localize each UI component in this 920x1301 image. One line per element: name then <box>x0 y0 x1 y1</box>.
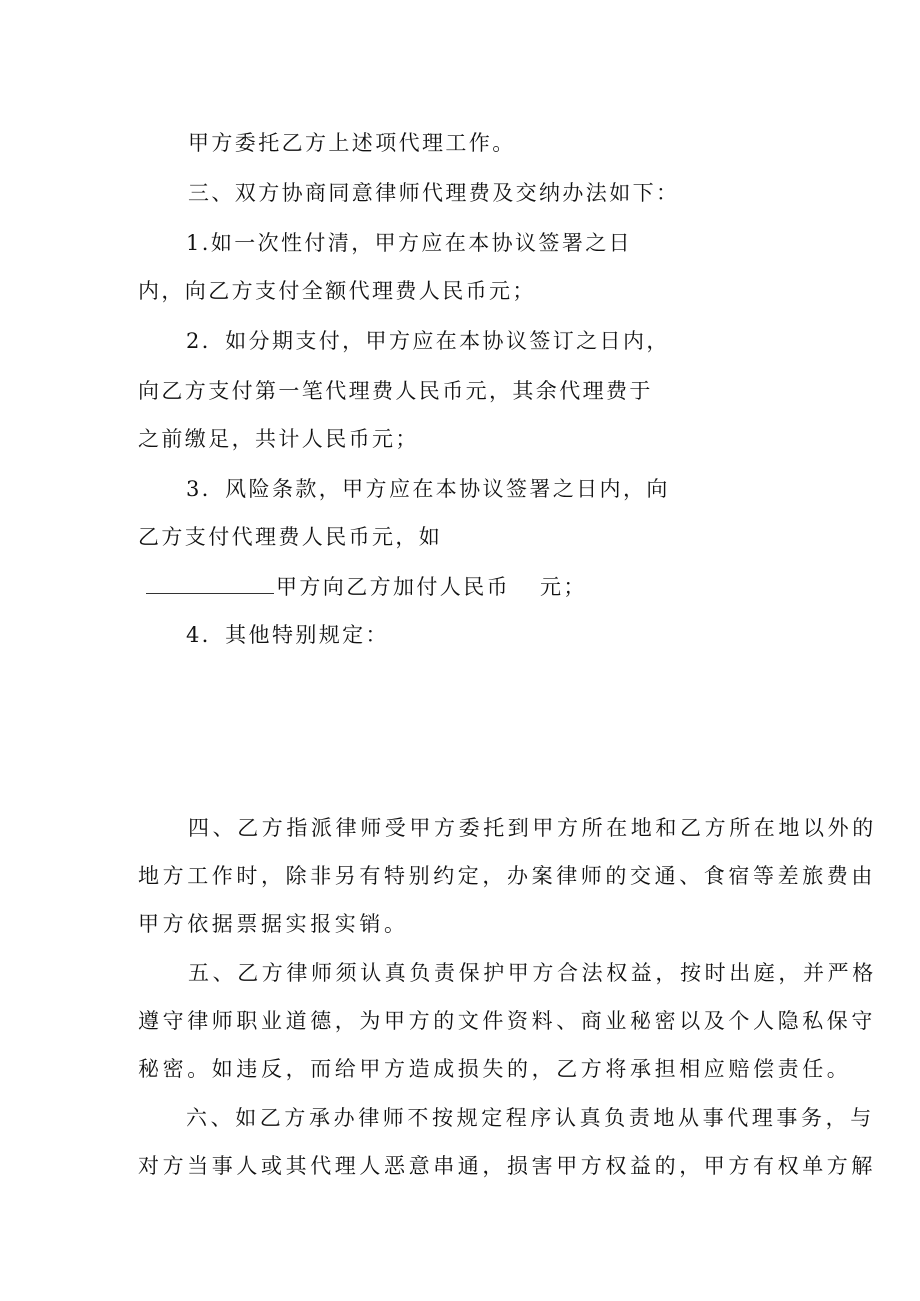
paragraph-four-line: 地方工作时，除非另有特别约定，办案律师的交通、食宿等差旅费由 <box>138 864 876 888</box>
paragraph-five-line: 秘密。如违反，而给甲方造成损失的，乙方将承担相应赔偿责任。 <box>138 1057 852 1081</box>
text-segment: 甲方向乙方加付人民币 <box>276 575 510 599</box>
paragraph-six-line: 六、如乙方承办律师不按规定程序认真负责地从事代理事务，与 <box>186 1106 875 1130</box>
text-line: 内，向乙方支付全额代理费人民币元； <box>138 279 536 303</box>
text-line: 1.如一次性付清，甲方应在本协议签署之日 <box>186 231 633 255</box>
blank-underline <box>146 573 274 594</box>
paragraph-four-line: 四、乙方指派律师受甲方委托到甲方所在地和乙方所在地以外的 <box>188 816 877 840</box>
section-heading: 三、双方协商同意律师代理费及交纳办法如下： <box>188 181 680 205</box>
paragraph-four-line: 甲方依据票据实报实销。 <box>138 912 409 936</box>
text-line: 向乙方支付第一笔代理费人民币元，其余代理费于 <box>138 379 653 403</box>
paragraph-five-line: 遵守律师职业道德，为甲方的文件资料、商业秘密以及个人隐私保守 <box>138 1009 876 1033</box>
paragraph-six-line: 对方当事人或其代理人恶意串通，损害甲方权益的，甲方有权单方解 <box>138 1154 876 1178</box>
text-line: 甲方委托乙方上述项代理工作。 <box>188 131 516 155</box>
text-line: 乙方支付代理费人民币元，如 <box>138 525 443 549</box>
text-segment: 元； <box>540 575 587 599</box>
text-line: 2．如分期支付，甲方应在本协议签订之日内， <box>186 329 670 353</box>
blank-fill-line <box>146 572 587 602</box>
text-line: 3．风险条款，甲方应在本协议签署之日内，向 <box>186 477 670 501</box>
text-line: 之前缴足，共计人民币元； <box>138 427 419 451</box>
paragraph-five-line: 五、乙方律师须认真负责保护甲方合法权益，按时出庭，并严格 <box>188 961 877 985</box>
text-line: 4．其他特别规定： <box>186 623 389 647</box>
